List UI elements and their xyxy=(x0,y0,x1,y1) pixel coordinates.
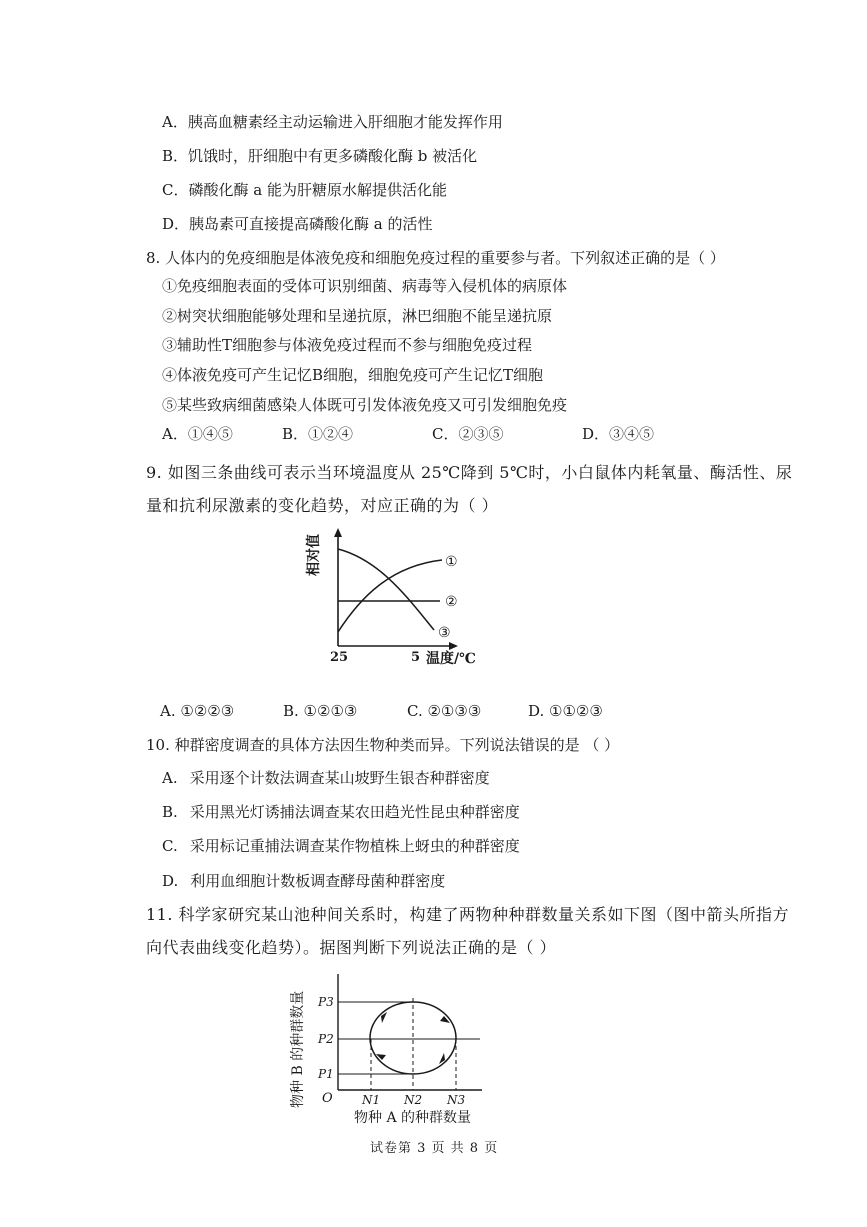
option-text: 胰高血糖素经主动运输进入肝细胞才能发挥作用 xyxy=(187,113,503,131)
q8-choice-c: C．②③⑤ xyxy=(432,425,504,443)
tick-n3: N3 xyxy=(447,1093,466,1107)
q8-stem: 8. 人体内的免疫细胞是体液免疫和细胞免疫过程的重要参与者。下列叙述正确的是（ ） xyxy=(146,249,725,267)
tick-p3: P3 xyxy=(318,995,334,1009)
option-text: 采用标记重捕法调查某作物植株上蚜虫的种群密度 xyxy=(189,837,520,855)
x-axis-label: 物种 A 的种群数量 xyxy=(354,1110,472,1126)
q10-stem: 10. 种群密度调查的具体方法因生物种类而异。下列说法错误的是 （ ） xyxy=(146,736,620,754)
q9-figure xyxy=(306,528,490,670)
y-axis-label: 物种 B 的种群数量 xyxy=(290,990,306,1108)
tick-n1: N1 xyxy=(362,1093,381,1107)
q8-statement-3: ③辅助性T细胞参与体液免疫过程而不参与细胞免疫过程 xyxy=(162,336,533,354)
option-label: C． xyxy=(162,181,189,199)
option-label: B． xyxy=(162,147,189,165)
curve-2-label: ② xyxy=(445,594,458,610)
option-text: 采用逐个计数法调查某山坡野生银杏种群密度 xyxy=(189,769,490,787)
option-label: D. xyxy=(162,872,179,890)
y-axis-arrow xyxy=(334,528,342,537)
curve-1-label: ① xyxy=(445,554,458,570)
option-text: 利用血细胞计数板调查酵母菌种群密度 xyxy=(190,872,446,890)
option-label: A． xyxy=(162,113,188,131)
q10-option-d xyxy=(162,874,445,889)
x-axis-arrow xyxy=(449,642,458,650)
q8-choice-a: A．①④⑤ xyxy=(162,425,233,443)
x-axis-label: 温度/℃ xyxy=(426,651,476,667)
origin-label: O xyxy=(322,1091,333,1106)
q10-option-b xyxy=(162,805,520,820)
q9-choice-a: A. ①②②③ xyxy=(160,702,235,720)
q10-option-c xyxy=(162,839,520,854)
tick-p1: P1 xyxy=(318,1067,334,1081)
q11-stem-line2: 向代表曲线变化趋势）。据图判断下列说法正确的是（ ） xyxy=(146,938,557,957)
q11-figure xyxy=(282,968,494,1126)
x-tick-25: 25 xyxy=(330,650,349,665)
q8-statement-5: ⑤某些致病细菌感染人体既可引发体液免疫又可引发细胞免疫 xyxy=(162,396,568,414)
tick-p2: P2 xyxy=(318,1032,334,1046)
y-axis-label: 相对值 xyxy=(306,534,322,576)
q8-choice-d: D．③④⑤ xyxy=(582,425,655,443)
q8-choice-b: B．①②④ xyxy=(282,425,354,443)
q9-choice-b: B. ①②①③ xyxy=(283,702,358,720)
q7-option-a xyxy=(162,115,503,130)
q9-choice-c: C. ②①③③ xyxy=(407,702,482,720)
option-label: B. xyxy=(162,803,178,821)
q7-option-c xyxy=(162,183,447,198)
q8-statement-1: ①免疫细胞表面的受体可识别细菌、病毒等入侵机体的病原体 xyxy=(162,277,568,295)
option-text: 胰岛素可直接提高磷酸化酶 a 的活性 xyxy=(189,215,433,233)
q9-stem-line1: 9. 如图三条曲线可表示当环境温度从 25℃降到 5℃时，小白鼠体内耗氧量、酶活性、尿 xyxy=(146,463,793,482)
option-label: C. xyxy=(162,837,178,855)
curve-3 xyxy=(338,549,434,630)
option-label: A. xyxy=(162,769,178,787)
option-text: 磷酸化酶 a 能为肝糖原水解提供活化能 xyxy=(188,181,447,199)
q8-statement-4: ④体液免疫可产生记忆B细胞，细胞免疫可产生记忆T细胞 xyxy=(162,366,544,384)
curve-3-label: ③ xyxy=(438,625,451,641)
x-tick-5: 5 xyxy=(411,650,421,665)
q9-stem-line2: 量和抗利尿激素的变化趋势，对应正确的为（ ） xyxy=(146,496,499,515)
tick-n2: N2 xyxy=(404,1093,423,1107)
page-footer: 试卷第 3 页 共 8 页 xyxy=(370,1141,499,1156)
option-label: D． xyxy=(162,215,190,233)
option-text: 饥饿时，肝细胞中有更多磷酸化酶 b 被活化 xyxy=(188,147,478,165)
q11-stem-line1: 11. 科学家研究某山池种间关系时，构建了两物种种群数量关系如下图（图中箭头所指方 xyxy=(146,905,790,924)
option-text: 采用黑光灯诱捕法调查某农田趋光性昆虫种群密度 xyxy=(189,803,520,821)
q9-choice-d: D. ①①②③ xyxy=(528,702,603,720)
q10-option-a xyxy=(162,771,490,786)
q8-statement-2: ②树突状细胞能够处理和呈递抗原，淋巴细胞不能呈递抗原 xyxy=(162,307,553,325)
q7-option-d xyxy=(162,217,433,232)
q7-option-b xyxy=(162,149,477,164)
